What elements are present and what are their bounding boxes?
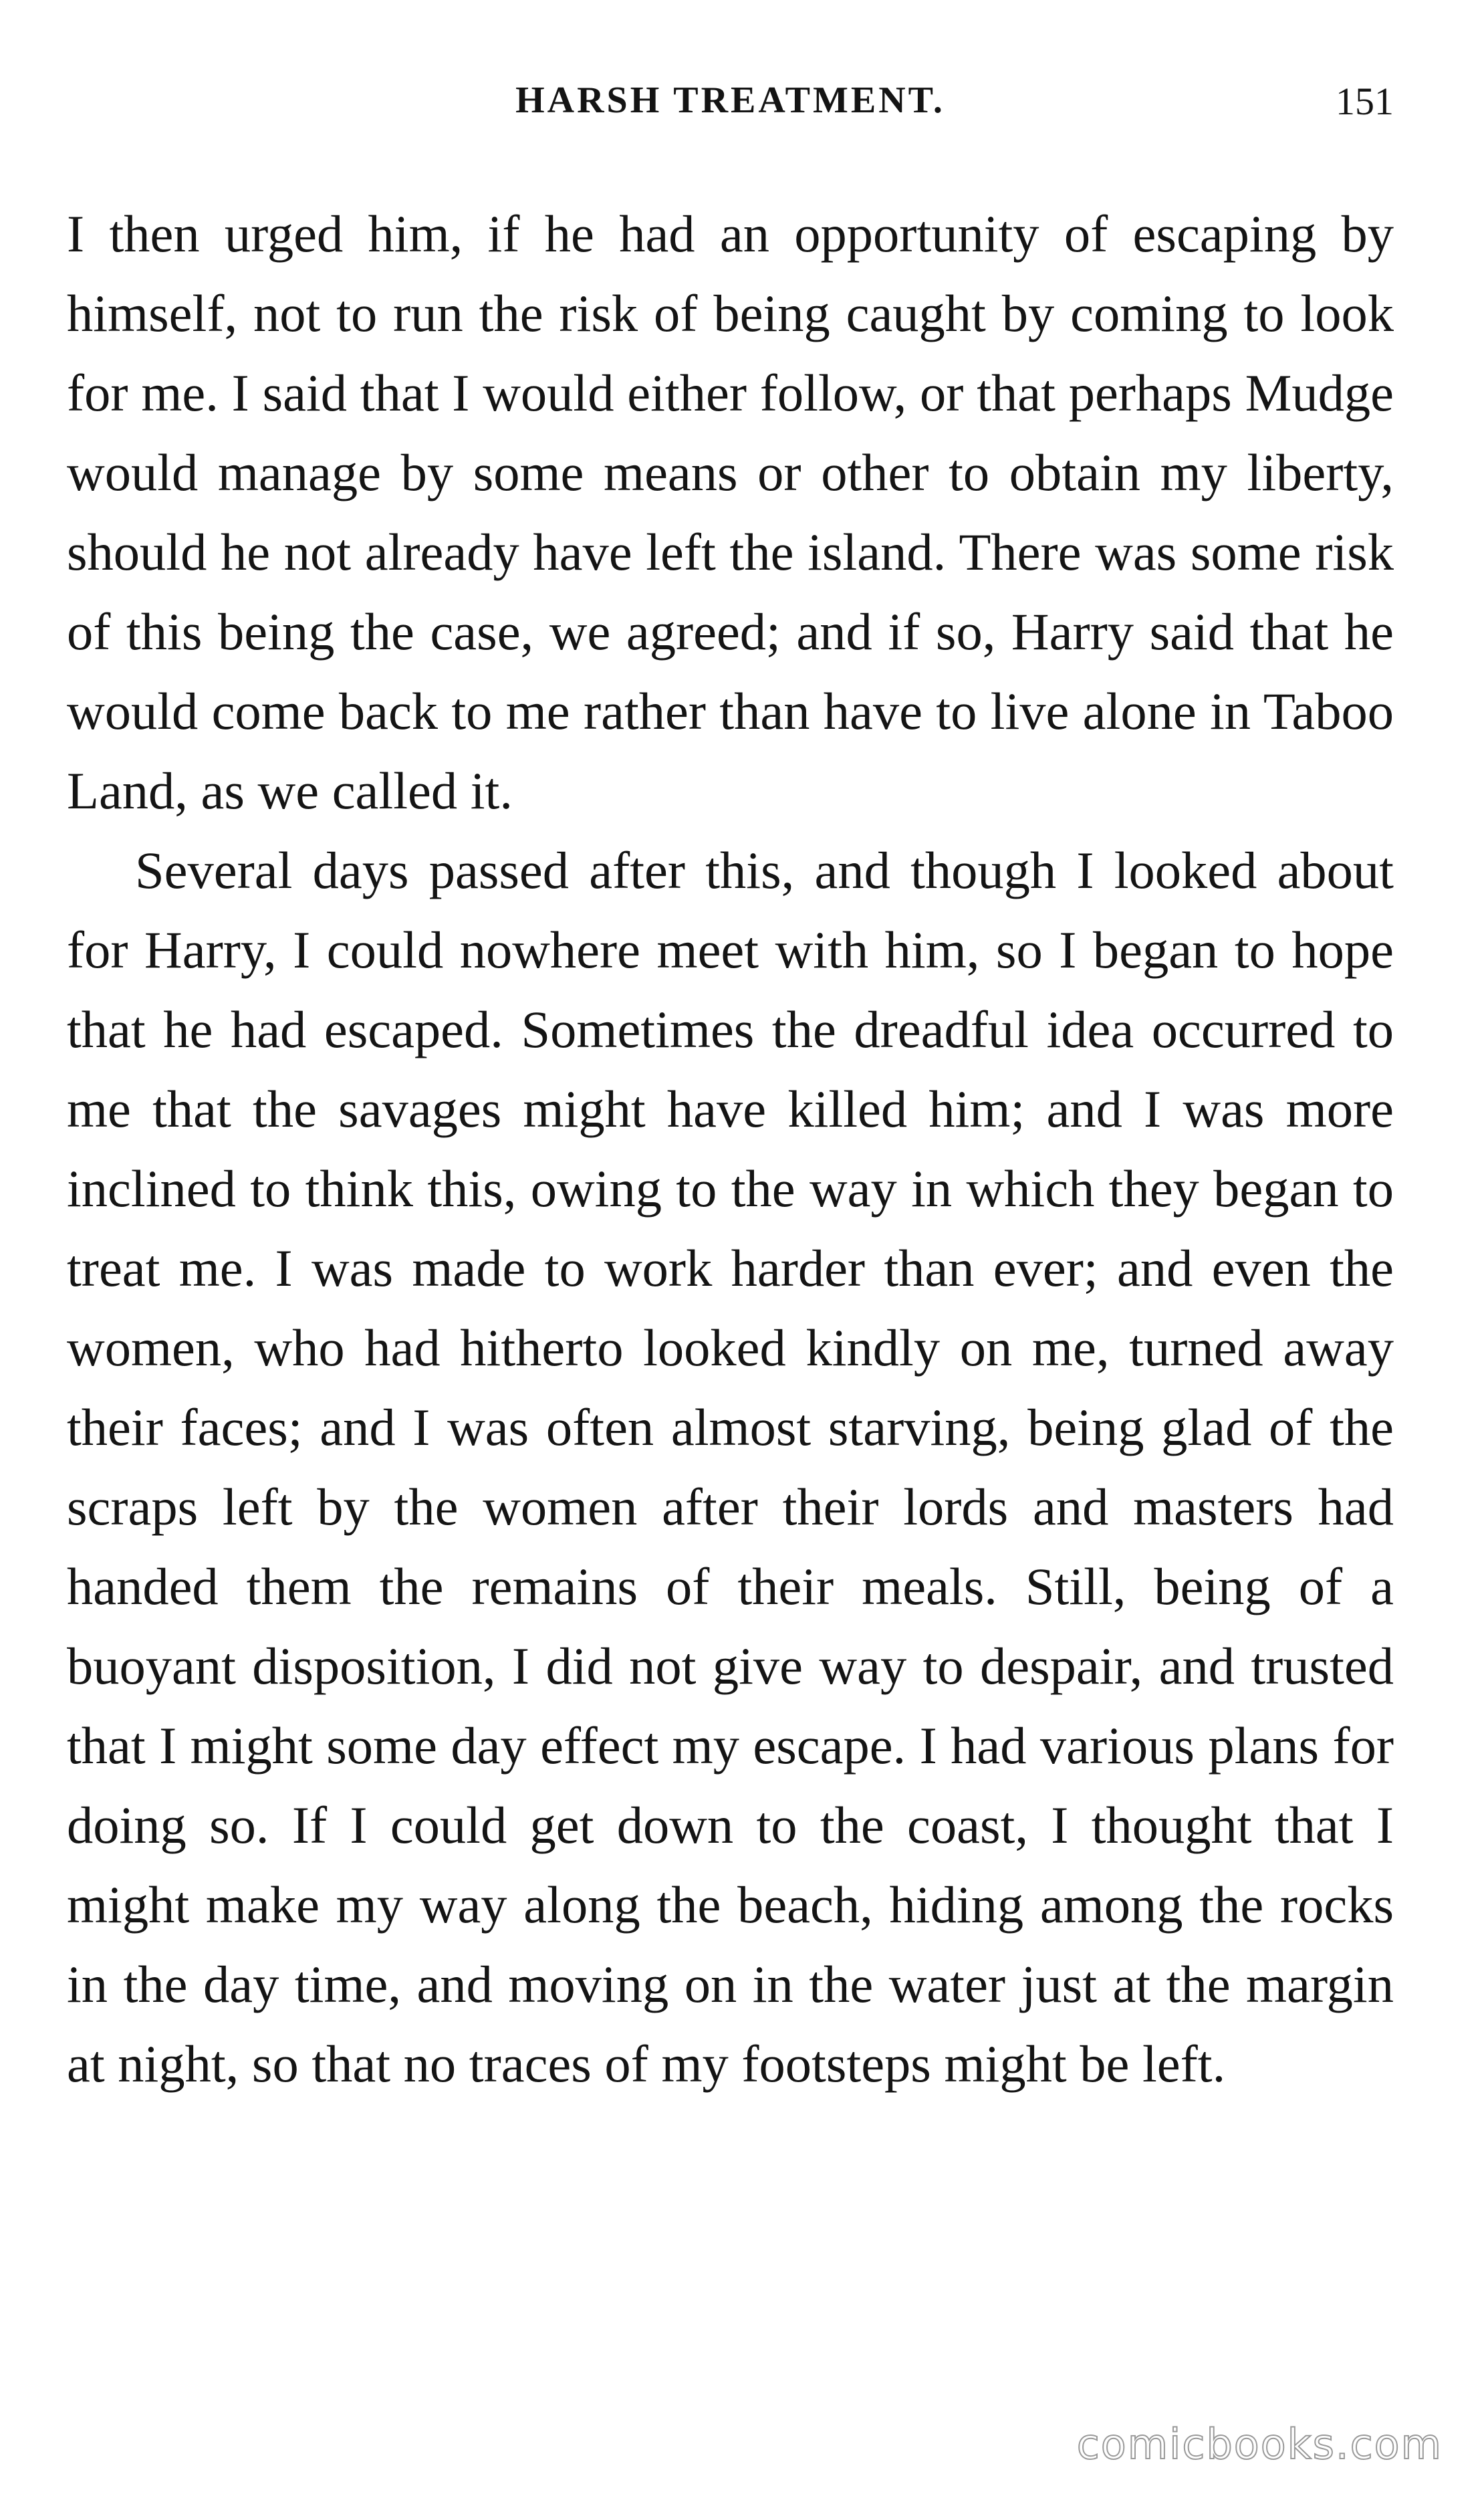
body-text (67, 194, 1394, 2104)
paragraph-1: I then urged him, if he had an opportunity of escaping by himself, not to run the risk of being caught by coming to look for me. I said that I would either follow, or that perhaps Mudge would manage by some means or other to obtain my liberty, should he not already have left the island. There was some risk of this being the case, we agreed; and if so, Harry said that he would come back to me rather than have to live alone in Taboo Land, as we called it. (67, 205, 1394, 820)
running-title: HARSH TREATMENT. (515, 80, 945, 121)
paragraph-2: Several days passed after this, and though I looked about for Harry, I could nowhere meet with him, so I began to hope that he had escaped. Sometimes the dreadful idea occurred to me that the savages might have killed him; and I was more inclined to think this, owing to the way in which they began to treat me. I was made to work harder than ever; and even the women, who had hitherto looked kindly on me, turned away their faces; and I was often almost starving, being glad of the scraps left by the women after their lords and masters had handed them the remains of their meals. Still, being of a buoyant disposition, I did not give way to despair, and trusted that I might some day effect my escape. I had various plans for doing so. If I could get down to the coast, I thought that I might make my way along the beach, hiding among the rocks in the day time, and moving on in the water just at the margin at night, so that no traces of my footsteps might be left. (67, 841, 1394, 2093)
running-head (67, 79, 1394, 132)
page-number: 151 (1336, 80, 1394, 123)
watermark: comicbooks.com (1076, 2420, 1443, 2469)
